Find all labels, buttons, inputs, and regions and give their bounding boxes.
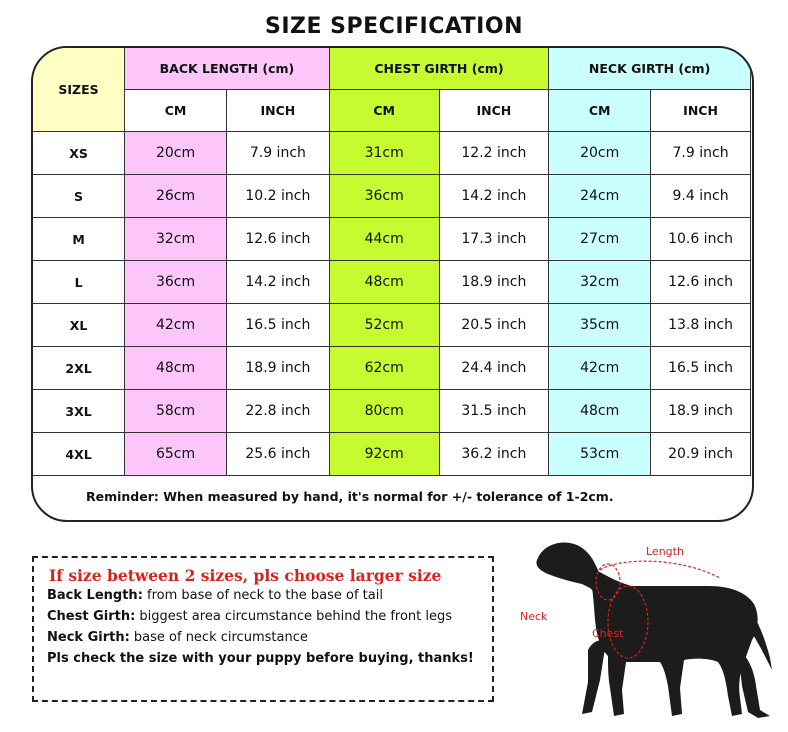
chest-cm-cell: 80cm (329, 390, 439, 433)
length-measure-line (600, 561, 720, 578)
back-cm-cell: 36cm (125, 261, 227, 304)
neck-inch-cell: 12.6 inch (651, 261, 751, 304)
back-inch-cell: 18.9 inch (226, 347, 329, 390)
note-neck-text: base of neck circumstance (129, 630, 308, 645)
note-chest-text: biggest area circumstance behind the front legs (135, 609, 453, 624)
neck-cm-cell: 27cm (549, 218, 651, 261)
chest-cm-cell: 62cm (329, 347, 439, 390)
size-cell: XS (33, 132, 125, 175)
back-cm-cell: 58cm (125, 390, 227, 433)
neck-inch-cell: 9.4 inch (651, 175, 751, 218)
note-chest-girth (47, 609, 452, 624)
size-cell: M (33, 218, 125, 261)
chest-cm-cell: 31cm (329, 132, 439, 175)
table-row (33, 433, 751, 476)
back-cm-cell: 65cm (125, 433, 227, 476)
size-table (32, 47, 751, 476)
header-neck-inch: INCH (651, 90, 751, 132)
size-table-frame (31, 46, 754, 522)
note-neck-girth (47, 630, 308, 645)
size-cell: S (33, 175, 125, 218)
chest-inch-cell: 18.9 inch (439, 261, 549, 304)
chest-cm-cell: 48cm (329, 261, 439, 304)
back-cm-cell: 20cm (125, 132, 227, 175)
note-heading: If size between 2 sizes, pls choose larger size (49, 566, 442, 585)
header-back-inch: INCH (226, 90, 329, 132)
size-cell: L (33, 261, 125, 304)
back-cm-cell: 32cm (125, 218, 227, 261)
back-cm-cell: 42cm (125, 304, 227, 347)
neck-inch-cell: 7.9 inch (651, 132, 751, 175)
size-cell: 3XL (33, 390, 125, 433)
back-inch-cell: 10.2 inch (226, 175, 329, 218)
neck-inch-cell: 10.6 inch (651, 218, 751, 261)
table-row (33, 390, 751, 433)
header-neck-girth: NECK GIRTH (cm) (549, 48, 751, 90)
header-chest-inch: INCH (439, 90, 549, 132)
back-inch-cell: 16.5 inch (226, 304, 329, 347)
dog-illustration (508, 530, 778, 726)
neck-cm-cell: 24cm (549, 175, 651, 218)
neck-inch-cell: 16.5 inch (651, 347, 751, 390)
header-chest-cm: CM (329, 90, 439, 132)
chest-cm-cell: 44cm (329, 218, 439, 261)
label-length: Length (646, 545, 684, 558)
neck-cm-cell: 42cm (549, 347, 651, 390)
chest-inch-cell: 36.2 inch (439, 433, 549, 476)
size-cell: 2XL (33, 347, 125, 390)
note-neck-label: Neck Girth: (47, 630, 130, 645)
back-inch-cell: 7.9 inch (226, 132, 329, 175)
back-cm-cell: 48cm (125, 347, 227, 390)
back-inch-cell: 12.6 inch (226, 218, 329, 261)
chest-inch-cell: 12.2 inch (439, 132, 549, 175)
table-row (33, 218, 751, 261)
neck-inch-cell: 13.8 inch (651, 304, 751, 347)
neck-cm-cell: 35cm (549, 304, 651, 347)
header-back-length: BACK LENGTH (cm) (125, 48, 330, 90)
neck-cm-cell: 20cm (549, 132, 651, 175)
chest-inch-cell: 24.4 inch (439, 347, 549, 390)
reminder-text: Reminder: When measured by hand, it's normal for +/- tolerance of 1-2cm. (86, 489, 614, 504)
note-final: Pls check the size with your puppy before buying, thanks! (47, 651, 474, 666)
header-neck-cm: CM (549, 90, 651, 132)
chest-cm-cell: 92cm (329, 433, 439, 476)
neck-cm-cell: 53cm (549, 433, 651, 476)
back-inch-cell: 25.6 inch (226, 433, 329, 476)
label-neck: Neck (520, 610, 548, 623)
size-cell: 4XL (33, 433, 125, 476)
chest-inch-cell: 17.3 inch (439, 218, 549, 261)
table-row (33, 304, 751, 347)
page-title: SIZE SPECIFICATION (265, 14, 523, 39)
note-back-text: from base of neck to the base of tail (142, 588, 383, 603)
note-back-label: Back Length: (47, 588, 143, 603)
neck-inch-cell: 18.9 inch (651, 390, 751, 433)
size-cell: XL (33, 304, 125, 347)
chest-cm-cell: 36cm (329, 175, 439, 218)
header-chest-girth: CHEST GIRTH (cm) (329, 48, 548, 90)
dog-silhouette-icon (536, 543, 772, 718)
neck-cm-cell: 32cm (549, 261, 651, 304)
chest-inch-cell: 20.5 inch (439, 304, 549, 347)
note-chest-label: Chest Girth: (47, 609, 136, 624)
table-row (33, 261, 751, 304)
table-row (33, 132, 751, 175)
back-cm-cell: 26cm (125, 175, 227, 218)
size-notes-box (32, 556, 494, 702)
header-back-cm: CM (125, 90, 227, 132)
dog-measurement-diagram (508, 530, 778, 726)
table-row (33, 347, 751, 390)
neck-cm-cell: 48cm (549, 390, 651, 433)
table-row (33, 175, 751, 218)
chest-inch-cell: 31.5 inch (439, 390, 549, 433)
header-sizes: SIZES (33, 48, 125, 132)
note-back-length (47, 588, 383, 603)
back-inch-cell: 22.8 inch (226, 390, 329, 433)
neck-inch-cell: 20.9 inch (651, 433, 751, 476)
label-chest: Chest (592, 627, 624, 640)
chest-cm-cell: 52cm (329, 304, 439, 347)
back-inch-cell: 14.2 inch (226, 261, 329, 304)
chest-inch-cell: 14.2 inch (439, 175, 549, 218)
